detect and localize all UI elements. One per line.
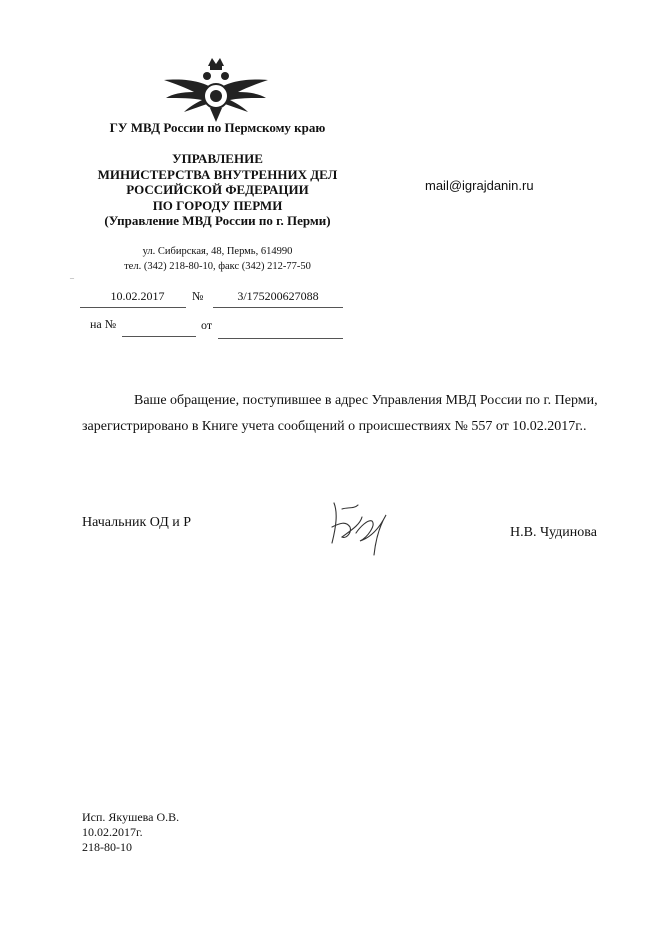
handwritten-signature-icon xyxy=(320,497,400,567)
ministry-line-3: РОССИЙСКОЙ ФЕДЕРАЦИИ xyxy=(126,182,309,197)
ministry-line-4: ПО ГОРОДУ ПЕРМИ xyxy=(152,197,283,213)
ministry-short-title: ГУ МВД России по Пермскому краю xyxy=(109,120,326,135)
in-reply-date-underline xyxy=(218,338,343,339)
signer-name: Н.В. Чудинова xyxy=(510,525,597,540)
margin-mark: – xyxy=(70,273,74,282)
number-underline xyxy=(213,307,343,308)
address-block xyxy=(95,244,340,274)
signer-title: Начальник ОД и Р xyxy=(82,515,192,530)
phone-line: тел. (342) 218-80-10, факс (342) 212-77-50 xyxy=(124,261,311,272)
ministry-title-block xyxy=(80,151,355,229)
ministry-line-5: (Управление МВД России по г. Перми) xyxy=(104,213,331,228)
letter-body: Ваше обращение, поступившее в адрес Управления МВД России по г. Перми, зарегистрировано в Книге учета сообщений о происшествиях № 557 от 10.02.2017г.. xyxy=(82,393,598,434)
executor-date: 10.02.2017г. xyxy=(82,825,143,839)
in-reply-date-label: от xyxy=(201,318,213,332)
executor-block xyxy=(82,810,179,855)
executor-name: Исп. Якушева О.В. xyxy=(82,810,180,824)
ministry-line-2: МИНИСТЕРСТВА ВНУТРЕННИХ ДЕЛ xyxy=(97,166,338,182)
ministry-line-1: УПРАВЛЕНИЕ xyxy=(172,151,263,166)
mvd-emblem-icon xyxy=(160,52,272,124)
outgoing-number-label: № xyxy=(192,289,204,303)
recipient-email: mail@igrajdanin.ru xyxy=(425,178,534,193)
outgoing-number: 3/175200627088 xyxy=(237,289,319,303)
in-reply-number-underline xyxy=(122,336,196,337)
in-reply-number-label: на № xyxy=(90,317,117,331)
date-underline xyxy=(80,307,186,308)
address-line: ул. Сибирская, 48, Пермь, 614990 xyxy=(142,246,293,257)
executor-phone: 218-80-10 xyxy=(82,840,132,854)
outgoing-date: 10.02.2017 xyxy=(110,289,165,303)
